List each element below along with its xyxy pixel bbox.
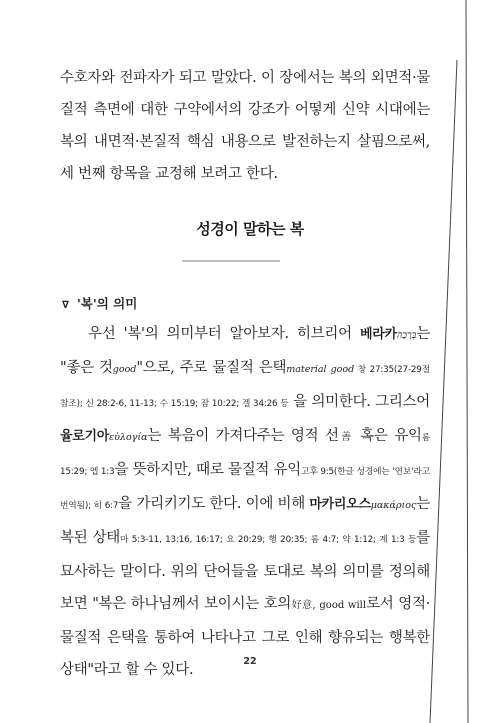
page-number: 22 [243,656,257,667]
section-heading: 성경이 말하는 복 [196,220,304,238]
meaning-text: 을 뜻하지만, 때로 물질적 유익 [114,462,302,478]
english-gloss: material good [286,364,355,375]
meaning-text: 는 복음이 가져다주는 영적 선 [147,428,339,444]
meaning-text: 혹은 유익 [353,428,422,444]
keyword-eulogia: 율로기아 [60,429,110,444]
meaning-text: 을 가리키기도 한다. 이에 비해 [118,496,310,512]
meaning-text: 로서 영적·물질적 은택을 통하여 나타나고 그로 인해 향유되는 행복한 상태"라고 할 수 있다. [60,596,430,678]
hanja-gloss: 好意, good will [291,600,367,611]
intro-paragraph: 수호자와 전파자가 되고 말았다. 이 장에서는 복의 외면적·물질적 측면에 대한 구약에서의 강조가 어떻게 신약 시대에는 복의 내면적·본질적 핵심 내용으로 발전하는지 살핌으로써, 세 번째 항목을 교정해 보려고 한다. [60,70,430,182]
meaning-text: 우선 '복'의 의미부터 알아보자. 히브리어 [88,326,361,342]
meaning-text: "으로, 주로 물질적 은택 [136,360,287,376]
triangle-marker-icon: ∇ [62,300,69,311]
keyword-beraka: 베라카 [360,327,397,342]
hanja-gloss: 善 [338,432,354,443]
meaning-paragraph [60,318,430,686]
meaning-text: 는 "좋은 것 [60,326,430,376]
heading-underline [182,260,280,262]
hebrew-term: בְּרָכָה [396,330,417,341]
scripture-reference: 마 5:3-11, 13:16, 16:17; 요 20:29; 행 20:35; 롬 4:7; 약 1:12; 계 1:3 등 [120,535,417,545]
subheading [62,294,137,312]
scripture-reference: 창 27:35(27-29절 참조); 신 28:2-6, 11-13; 수 15:19; 잠 10:22; 겔 34:26 등 [60,365,431,409]
scripture-reference: 롬 15:29; 엡 1:3 [60,433,430,477]
english-gloss: good [112,364,137,375]
subheading-text: '복'의 의미 [76,296,138,311]
greek-term: μακάριος [370,500,417,511]
meaning-text: 을 의미한다. 그리스어 [288,394,430,410]
meaning-text: 를 묘사하는 말이다. 위의 단어들을 토대로 복의 의미를 정의해 보면 "복은 하나님께서 보이시는 호의 [60,530,430,612]
meaning-text: 는 복된 상태 [60,496,431,546]
keyword-makarios: 마카리오스 [309,497,371,512]
greek-term: εὐλογία [109,432,148,443]
scripture-reference: 고후 9:5(한글 성경에는 '연보'라고 번역됨); 히 6:7 [60,467,431,511]
